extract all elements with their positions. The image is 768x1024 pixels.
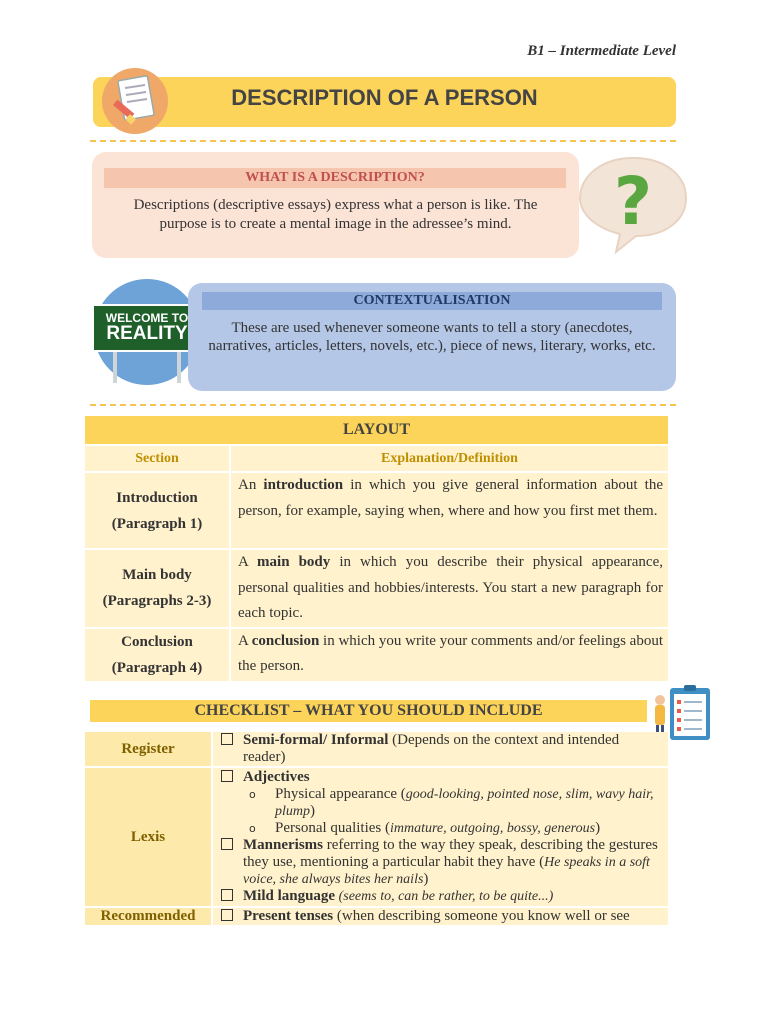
- mannerisms-rest: referring to the way they speak, describing the gestures they use, mentioning a particular habit they have (: [243, 837, 658, 870]
- mild-examples: (seems to, can be rather, to be quite...): [335, 889, 554, 904]
- context-header: CONTEXTUALISATION: [202, 292, 662, 310]
- svg-text:?: ?: [613, 163, 653, 240]
- layout-caption: LAYOUT: [85, 416, 668, 445]
- definition-cell: [230, 472, 668, 549]
- sub-item: o Physical appearance (good-looking, pointed nose, slim, wavy hair, plump): [249, 786, 654, 819]
- recommended-rest: (when describing someone you know well or see: [333, 908, 630, 924]
- section-paragraph: (Paragraph 4): [111, 659, 203, 676]
- checkbox-icon: [221, 838, 233, 850]
- level-label: B1 – Intermediate Level: [527, 43, 676, 59]
- table-row: [85, 907, 668, 926]
- definition-term: main body: [257, 554, 331, 570]
- definition-rest: in which you give general information about the person, for example, saying when, where and how you first met them.: [238, 477, 663, 519]
- register-label: Register: [85, 732, 212, 767]
- table-row: [85, 628, 668, 682]
- recommended-label: Recommended: [85, 907, 212, 926]
- definition-lead: A: [238, 632, 252, 649]
- mannerisms-bold: Mannerisms: [243, 837, 323, 853]
- question-mark-icon: [576, 152, 690, 256]
- document-pencil-icon: [97, 68, 173, 134]
- col-section: Section: [85, 445, 230, 472]
- table-row: [85, 767, 668, 907]
- definition-lead: An: [238, 477, 264, 493]
- definition-cell: [230, 628, 668, 682]
- table-row: [85, 732, 668, 767]
- definition-rest: in which you write your comments and/or feelings about the person.: [238, 632, 663, 674]
- section-name: Conclusion: [121, 633, 193, 650]
- dashed-divider: [90, 404, 676, 406]
- circle-bullet-icon: o: [249, 788, 256, 801]
- sign-line-2: REALITY: [106, 323, 188, 344]
- check-item: [221, 888, 660, 905]
- dashed-divider: [90, 140, 676, 142]
- checkbox-icon: [221, 733, 233, 745]
- adjectives-label: Adjectives: [243, 769, 310, 785]
- check-item: [221, 732, 660, 766]
- definition-lead: A: [238, 554, 258, 570]
- section-paragraph: (Paragraphs 2-3): [102, 593, 212, 610]
- check-item: Mannerisms referring to the way they speak, describing the gestures they use, mentioning a particular habit they have (He speaks in a soft voice, she always bites her nails): [221, 837, 660, 888]
- lexis-content: [212, 767, 668, 907]
- definition-rest: in which you describe their physical appearance, personal qualities and hobbies/interests. You start a new paragraph for each topic.: [238, 554, 663, 621]
- section-name: Introduction: [116, 489, 198, 506]
- mannerisms-examples: He speaks in a soft voice, she always bites her nails: [243, 855, 650, 887]
- section-cell: [85, 549, 230, 628]
- context-text: These are used whenever someone wants to tell a story (anecdotes, narratives, articles, letters, novels, etc.), piece of news, literary, works, etc.: [208, 320, 656, 354]
- welcome-to-reality-sign: [91, 279, 203, 385]
- recommended-bold: Present tenses: [243, 908, 334, 924]
- title-banner: [93, 77, 676, 127]
- table-row: [85, 549, 668, 628]
- contextualisation-box: [188, 283, 676, 391]
- checklist-banner: CHECKLIST – WHAT YOU SHOULD INCLUDE: [90, 700, 647, 722]
- what-header: WHAT IS A DESCRIPTION?: [104, 168, 566, 188]
- check-item: [221, 769, 660, 786]
- sign-line-1: WELCOME TO: [105, 311, 189, 325]
- physical-label: Physical appearance (: [275, 786, 406, 802]
- checkbox-icon: [221, 889, 233, 901]
- personal-examples: immature, outgoing, bossy, generous: [389, 821, 596, 836]
- physical-examples: good-looking, pointed nose, slim, wavy hair, plump: [275, 787, 654, 819]
- table-row: [85, 472, 668, 549]
- section-cell: [85, 472, 230, 549]
- col-explanation: Explanation/Definition: [230, 445, 668, 472]
- section-cell: [85, 628, 230, 682]
- layout-caption-row: [85, 416, 668, 445]
- definition-term: conclusion: [251, 632, 320, 649]
- circle-bullet-icon: o: [249, 822, 256, 835]
- sub-item: o Personal qualities (immature, outgoing, bossy, generous): [249, 820, 601, 836]
- page-title: DESCRIPTION OF A PERSON: [231, 85, 538, 110]
- definition-cell: [230, 549, 668, 628]
- personal-label: Personal qualities (: [275, 820, 390, 836]
- definition-term: introduction: [263, 477, 344, 493]
- checkbox-icon: [221, 770, 233, 782]
- checklist-table: [85, 732, 668, 927]
- layout-header-row: [85, 445, 668, 472]
- recommended-content: [212, 907, 668, 926]
- what-text: Descriptions (descriptive essays) express what a person is like. The purpose is to create a mental image in the adressee’s mind.: [133, 197, 538, 232]
- section-name: Main body: [122, 567, 192, 584]
- lexis-label: Lexis: [85, 767, 212, 907]
- check-item: [221, 908, 660, 925]
- what-is-description-box: [92, 152, 579, 258]
- checkbox-icon: [221, 909, 233, 921]
- layout-table: [85, 416, 668, 683]
- mild-bold: Mild language: [243, 888, 336, 904]
- register-content: [212, 732, 668, 767]
- register-bold: Semi-formal/ Informal: [243, 732, 389, 748]
- register-rest: (Depends on the context and intended reader): [243, 732, 620, 765]
- section-paragraph: (Paragraph 1): [111, 515, 203, 532]
